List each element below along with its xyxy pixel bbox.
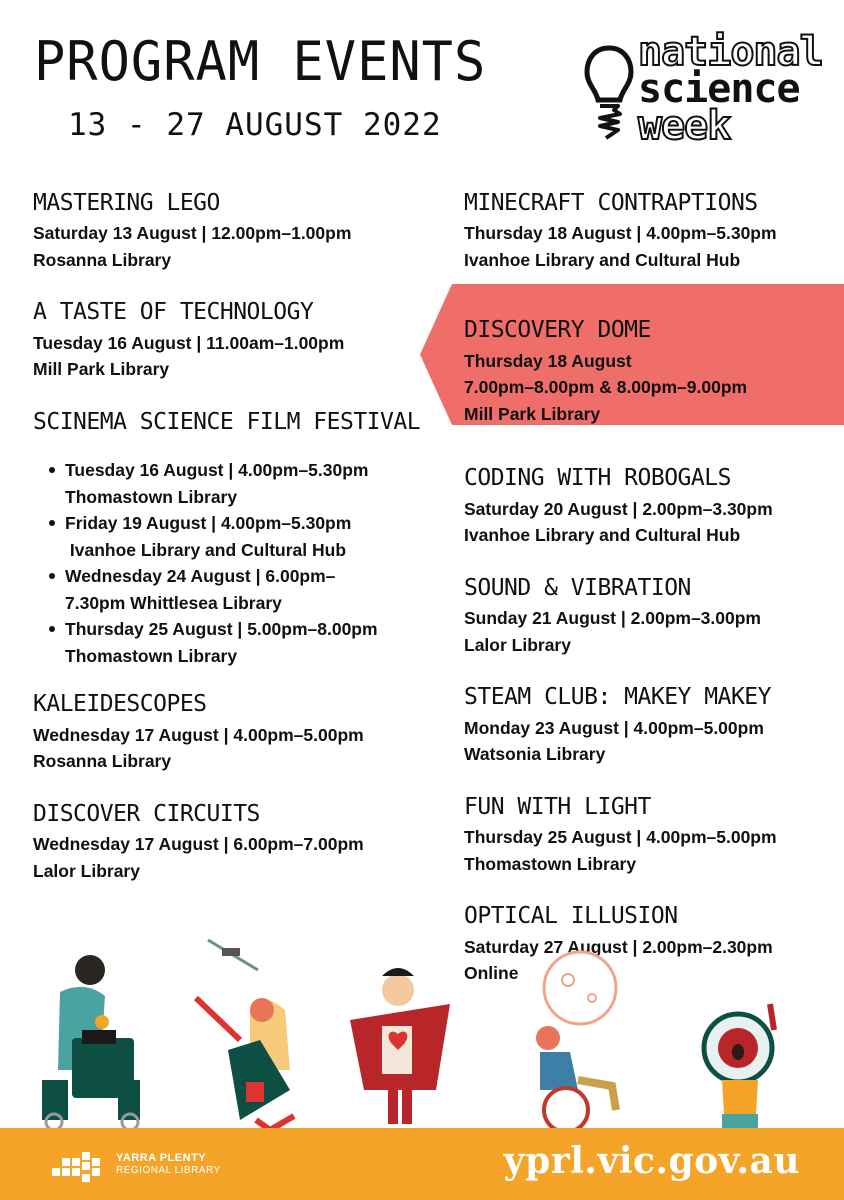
list-item bbox=[33, 563, 433, 616]
bubble-kid-wheelchair-illustration bbox=[536, 952, 616, 1130]
logo-word-national: national bbox=[638, 29, 823, 75]
event-title: DISCOVER CIRCUITS bbox=[33, 800, 260, 827]
session-list bbox=[33, 457, 433, 669]
event-minecraft-contraptions bbox=[464, 190, 836, 273]
bullet-icon bbox=[49, 520, 55, 526]
event-coding-with-robogals bbox=[464, 465, 836, 548]
session-datetime: Friday 19 August | 4.00pm–5.30pm bbox=[65, 513, 352, 534]
logo-word-week: week bbox=[638, 102, 731, 149]
list-item bbox=[33, 616, 433, 669]
list-item bbox=[33, 510, 433, 563]
event-datetime: Saturday 20 August | 2.00pm–3.30pm bbox=[464, 498, 773, 519]
event-location: Lalor Library bbox=[464, 634, 571, 655]
org-name: YARRA PLENTY bbox=[116, 1152, 207, 1164]
event-taste-of-technology bbox=[33, 299, 433, 382]
page-title: PROGRAM EVENTS bbox=[34, 30, 487, 94]
illustration-figures bbox=[0, 930, 844, 1130]
bullet-icon bbox=[49, 467, 55, 473]
event-location: Ivanhoe Library and Cultural Hub bbox=[464, 525, 741, 546]
event-fun-with-light bbox=[464, 794, 836, 877]
event-title: MINECRAFT CONTRAPTIONS bbox=[464, 190, 758, 216]
page-subtitle: 13 - 27 AUGUST 2022 bbox=[68, 107, 442, 143]
event-datetime: Sunday 21 August | 2.00pm–3.00pm bbox=[464, 608, 761, 629]
event-title: CODING WITH ROBOGALS bbox=[464, 465, 731, 492]
kid-with-robot-illustration bbox=[42, 955, 140, 1130]
event-title: KALEIDESCOPES bbox=[33, 691, 207, 718]
event-datetime: Wednesday 17 August | 6.00pm–7.00pm bbox=[33, 834, 364, 855]
yarra-plenty-logo bbox=[52, 1146, 252, 1186]
logo-word-science: science bbox=[638, 65, 800, 112]
session-location: Thomastown Library bbox=[65, 645, 238, 666]
event-location: Watsonia Library bbox=[464, 744, 606, 765]
session-location: Thomastown Library bbox=[65, 486, 238, 507]
event-title: DISCOVERY DOME bbox=[464, 317, 651, 344]
event-kaleidescopes bbox=[33, 691, 433, 774]
event-title: MASTERING LEGO bbox=[33, 190, 220, 216]
right-column bbox=[464, 190, 836, 1013]
event-steam-club bbox=[464, 684, 836, 767]
event-location: Mill Park Library bbox=[464, 403, 601, 424]
bullet-icon bbox=[49, 573, 55, 579]
event-datetime: Monday 23 August | 4.00pm–5.00pm bbox=[464, 717, 764, 738]
footer-bar bbox=[0, 1128, 844, 1200]
event-title: A TASTE OF TECHNOLOGY bbox=[33, 299, 314, 326]
event-datetime: Tuesday 16 August | 11.00am–1.00pm bbox=[33, 332, 345, 353]
left-column bbox=[33, 190, 433, 910]
event-location: Mill Park Library bbox=[33, 359, 170, 380]
national-science-week-logo bbox=[584, 29, 823, 149]
event-discovery-dome bbox=[464, 317, 836, 427]
event-times: 7.00pm–8.00pm & 8.00pm–9.00pm bbox=[464, 377, 748, 398]
event-scinema bbox=[33, 409, 433, 669]
pixel-grid-icon bbox=[52, 1152, 110, 1184]
event-title: STEAM CLUB: MAKEY MAKEY bbox=[464, 684, 771, 711]
website-url: yprl.vic.gov.au bbox=[503, 1140, 800, 1182]
drone-kid-illustration bbox=[196, 940, 294, 1130]
event-location: Thomastown Library bbox=[464, 853, 637, 874]
event-location: Rosanna Library bbox=[33, 249, 172, 270]
list-item bbox=[33, 457, 433, 510]
lightbulb-icon bbox=[584, 44, 634, 144]
event-sound-vibration bbox=[464, 575, 836, 658]
event-title: SOUND & VIBRATION bbox=[464, 574, 691, 601]
session-datetime: Tuesday 16 August | 4.00pm–5.30pm bbox=[65, 460, 369, 481]
event-location: Online bbox=[464, 963, 519, 984]
event-title: SCINEMA SCIENCE FILM FESTIVAL bbox=[33, 408, 421, 435]
session-location: Ivanhoe Library and Cultural Hub bbox=[65, 539, 347, 560]
event-datetime: Saturday 27 August | 2.00pm–2.30pm bbox=[464, 936, 773, 957]
session-location: 7.30pm Whittlesea Library bbox=[65, 592, 282, 613]
session-datetime: Thursday 25 August | 5.00pm–8.00pm bbox=[65, 619, 378, 640]
event-datetime: Wednesday 17 August | 4.00pm–5.00pm bbox=[33, 724, 364, 745]
astronaut-kid-illustration bbox=[704, 1004, 774, 1130]
event-datetime: Thursday 18 August | 4.00pm–5.30pm bbox=[464, 223, 777, 244]
event-title: FUN WITH LIGHT bbox=[464, 793, 651, 820]
event-location: Lalor Library bbox=[33, 860, 140, 881]
event-mastering-lego bbox=[33, 190, 433, 273]
org-subtitle: REGIONAL LIBRARY bbox=[116, 1165, 221, 1176]
session-datetime: Wednesday 24 August | 6.00pm– bbox=[65, 566, 336, 587]
event-discover-circuits bbox=[33, 801, 433, 884]
bullet-icon bbox=[49, 626, 55, 632]
event-datetime: Saturday 13 August | 12.00pm–1.00pm bbox=[33, 223, 352, 244]
event-location: Ivanhoe Library and Cultural Hub bbox=[464, 249, 741, 270]
xray-kid-illustration bbox=[350, 968, 450, 1124]
event-date: Thursday 18 August bbox=[464, 350, 632, 371]
event-title: OPTICAL ILLUSION bbox=[464, 903, 678, 930]
event-location: Rosanna Library bbox=[33, 751, 172, 772]
event-datetime: Thursday 25 August | 4.00pm–5.00pm bbox=[464, 827, 777, 848]
